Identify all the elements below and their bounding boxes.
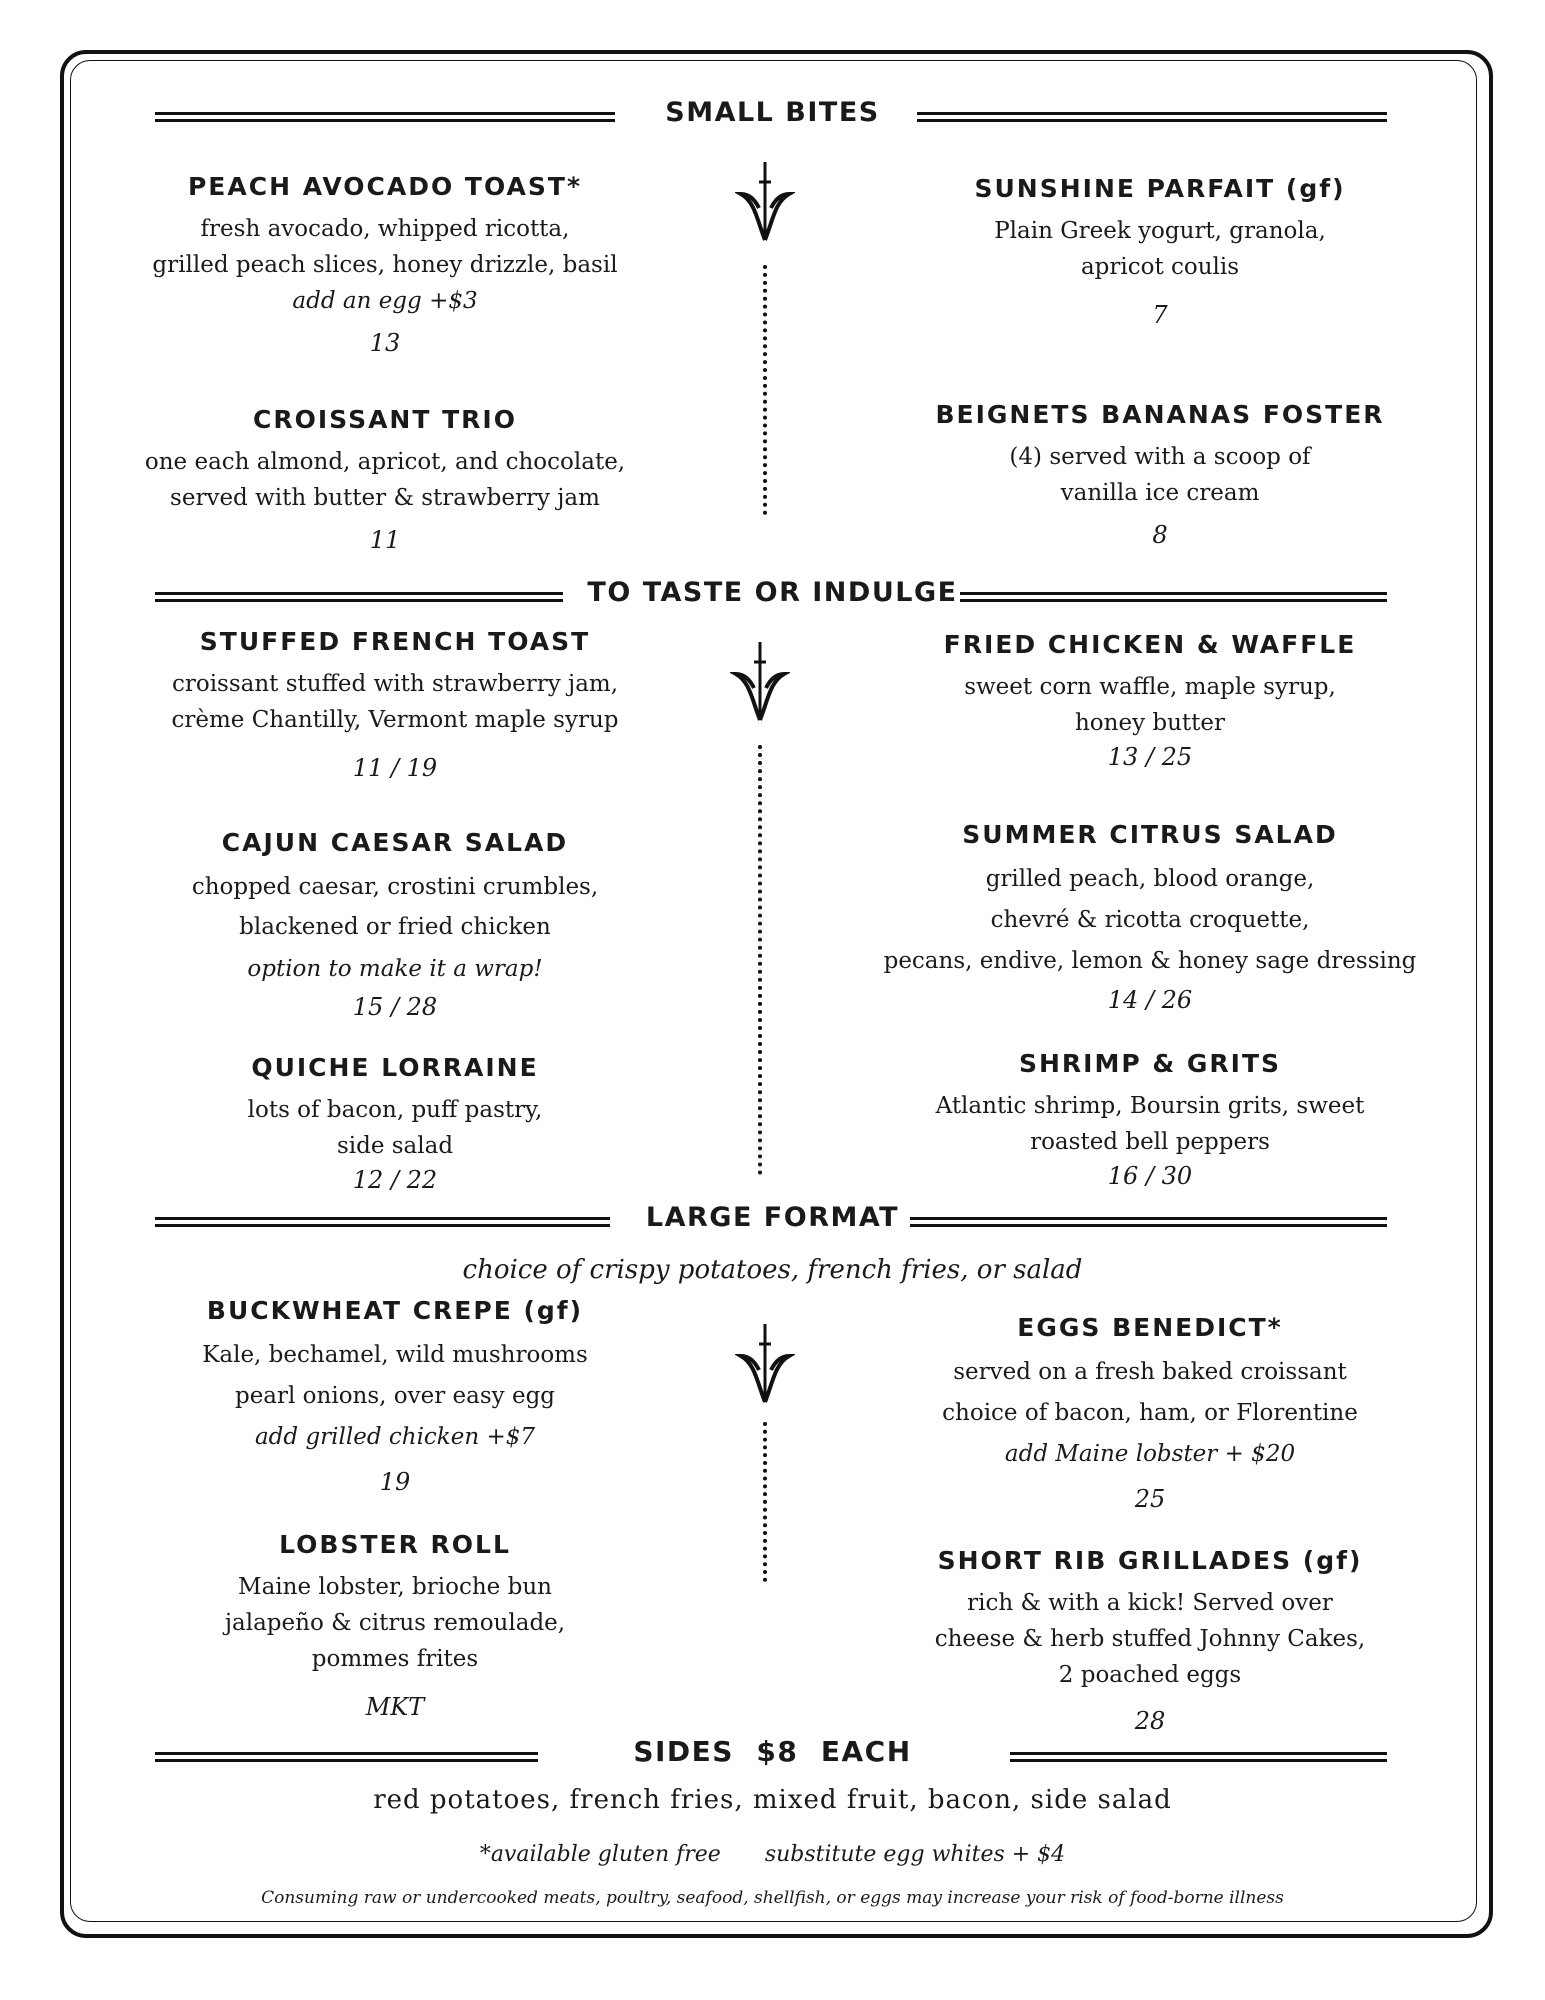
item-description: grilled peach slices, honey drizzle, basil bbox=[152, 252, 618, 278]
item-addon: option to make it a wrap! bbox=[247, 956, 543, 982]
item-description: fresh avocado, whipped ricotta, bbox=[200, 216, 570, 242]
item-addon: add grilled chicken +$7 bbox=[254, 1424, 536, 1450]
dotted-divider-line bbox=[763, 265, 767, 515]
section-rule-right bbox=[910, 1217, 1387, 1227]
item-price: 28 bbox=[1134, 1707, 1166, 1735]
fleur-ornament-icon bbox=[735, 160, 795, 250]
item-description: blackened or fried chicken bbox=[239, 914, 551, 940]
menu-item-eggs-benedict bbox=[870, 1313, 1430, 1513]
item-description: Maine lobster, brioche bun bbox=[238, 1574, 552, 1600]
item-description: 2 poached eggs bbox=[1058, 1662, 1242, 1688]
item-description: served with butter & strawberry jam bbox=[170, 485, 600, 511]
dotted-divider-line bbox=[763, 1422, 767, 1582]
item-description: Kale, bechamel, wild mushrooms bbox=[202, 1342, 588, 1368]
item-description: crème Chantilly, Vermont maple syrup bbox=[171, 707, 619, 733]
item-price: 11 bbox=[369, 526, 401, 554]
large-format-subtitle: choice of crispy potatoes, french fries, or salad bbox=[462, 1255, 1083, 1285]
item-description: croissant stuffed with strawberry jam, bbox=[171, 671, 619, 697]
column-divider bbox=[735, 1322, 795, 1592]
item-name: QUICHE LORRAINE bbox=[251, 1053, 539, 1082]
menu-item-sunshine-parfait bbox=[880, 174, 1440, 329]
fleur-ornament-icon bbox=[735, 1322, 795, 1412]
menu-item-lobster-roll bbox=[125, 1530, 665, 1721]
item-description: served on a fresh baked croissant bbox=[953, 1359, 1347, 1385]
item-price: 11 / 19 bbox=[352, 754, 438, 782]
item-price: 7 bbox=[1152, 301, 1168, 329]
section-header-small-bites bbox=[155, 97, 1390, 135]
item-description: lots of bacon, puff pastry, bbox=[247, 1097, 543, 1123]
item-name: PEACH AVOCADO TOAST* bbox=[187, 172, 583, 201]
item-name: STUFFED FRENCH TOAST bbox=[199, 627, 591, 656]
item-description: roasted bell peppers bbox=[1030, 1129, 1270, 1155]
item-name: SUNSHINE PARFAIT (gf) bbox=[974, 174, 1346, 203]
item-name: SHORT RIB GRILLADES (gf) bbox=[937, 1546, 1363, 1575]
sides-list: red potatoes, french fries, mixed fruit, bacon, side salad bbox=[373, 1785, 1172, 1815]
item-name: SHRIMP & GRITS bbox=[1018, 1049, 1282, 1078]
item-price: 15 / 28 bbox=[352, 993, 438, 1021]
menu-item-beignets bbox=[880, 400, 1440, 549]
item-description: honey butter bbox=[1074, 710, 1226, 736]
item-description: choice of bacon, ham, or Florentine bbox=[942, 1400, 1358, 1426]
item-name: BUCKWHEAT CREPE (gf) bbox=[206, 1296, 584, 1325]
item-name: EGGS BENEDICT* bbox=[1017, 1313, 1283, 1342]
item-description: Plain Greek yogurt, granola, bbox=[994, 218, 1326, 244]
item-addon: add an egg +$3 bbox=[292, 288, 478, 314]
item-name: SUMMER CITRUS SALAD bbox=[962, 820, 1338, 849]
fleur-ornament-icon bbox=[730, 640, 790, 730]
item-description: Atlantic shrimp, Boursin grits, sweet bbox=[935, 1093, 1365, 1119]
item-addon: add Maine lobster + $20 bbox=[1004, 1441, 1296, 1467]
section-rule-right bbox=[917, 112, 1387, 122]
section-header-sides bbox=[155, 1735, 1390, 1775]
item-description: cheese & herb stuffed Johnny Cakes, bbox=[934, 1626, 1366, 1652]
item-description: side salad bbox=[336, 1133, 454, 1159]
item-description: jalapeño & citrus remoulade, bbox=[224, 1610, 566, 1636]
item-description: rich & with a kick! Served over bbox=[967, 1590, 1333, 1616]
item-price: 16 / 30 bbox=[1107, 1162, 1193, 1190]
item-description: pearl onions, over easy egg bbox=[234, 1383, 556, 1409]
menu-item-croissant-trio bbox=[125, 405, 645, 554]
column-divider bbox=[735, 160, 795, 520]
item-price: 19 bbox=[379, 1468, 411, 1496]
item-price: 13 / 25 bbox=[1107, 743, 1193, 771]
item-description: one each almond, apricot, and chocolate, bbox=[144, 449, 626, 475]
menu-item-stuffed-french-toast bbox=[125, 627, 665, 782]
item-price: 14 / 26 bbox=[1107, 986, 1193, 1014]
egg-white-note: substitute egg whites + $4 bbox=[764, 1842, 1066, 1867]
section-title: LARGE FORMAT bbox=[645, 1202, 900, 1233]
dietary-notes bbox=[0, 1842, 1545, 1867]
item-name: CROISSANT TRIO bbox=[253, 405, 517, 434]
menu-item-quiche-lorraine bbox=[125, 1053, 665, 1194]
section-title: TO TASTE OR INDULGE bbox=[587, 577, 958, 608]
item-price: 8 bbox=[1152, 521, 1168, 549]
section-title: SMALL BITES bbox=[665, 97, 880, 128]
item-description: chevré & ricotta croquette, bbox=[990, 907, 1310, 933]
item-description: chopped caesar, crostini crumbles, bbox=[191, 874, 599, 900]
item-price: 25 bbox=[1134, 1485, 1166, 1513]
section-rule-right bbox=[960, 592, 1387, 602]
item-description: pommes frites bbox=[311, 1646, 479, 1672]
menu-item-fried-chicken-waffle bbox=[870, 630, 1430, 771]
item-description: grilled peach, blood orange, bbox=[985, 866, 1315, 892]
menu-item-short-rib-grillades bbox=[870, 1546, 1430, 1735]
item-price: 13 bbox=[369, 329, 401, 357]
section-header-large-format bbox=[155, 1202, 1390, 1240]
section-header-to-taste bbox=[155, 577, 1390, 615]
item-description: apricot coulis bbox=[1080, 254, 1240, 280]
section-rule-right bbox=[1010, 1752, 1387, 1762]
health-disclaimer: Consuming raw or undercooked meats, poultry, seafood, shellfish, or eggs may increase your risk of food-borne illness bbox=[261, 1888, 1284, 1908]
item-name: FRIED CHICKEN & WAFFLE bbox=[943, 630, 1357, 659]
item-description: (4) served with a scoop of bbox=[1009, 444, 1311, 470]
item-description: pecans, endive, lemon & honey sage dressing bbox=[883, 948, 1417, 974]
section-title: SIDES $8 EACH bbox=[633, 1735, 912, 1768]
menu-item-shrimp-grits bbox=[870, 1049, 1430, 1190]
menu-item-summer-citrus-salad bbox=[855, 820, 1445, 1014]
item-price: MKT bbox=[365, 1693, 425, 1721]
item-description: vanilla ice cream bbox=[1060, 480, 1260, 506]
item-name: BEIGNETS BANANAS FOSTER bbox=[935, 400, 1385, 429]
item-name: CAJUN CAESAR SALAD bbox=[221, 828, 569, 857]
menu-item-cajun-caesar bbox=[125, 828, 665, 1021]
item-price: 12 / 22 bbox=[352, 1166, 438, 1194]
item-name: LOBSTER ROLL bbox=[279, 1530, 511, 1559]
gluten-free-note: *available gluten free bbox=[479, 1842, 721, 1867]
menu-item-peach-avocado-toast bbox=[125, 172, 645, 357]
item-description: sweet corn waffle, maple syrup, bbox=[964, 674, 1336, 700]
dotted-divider-line bbox=[758, 745, 762, 1175]
menu-item-buckwheat-crepe bbox=[125, 1296, 665, 1496]
column-divider bbox=[730, 640, 790, 1180]
